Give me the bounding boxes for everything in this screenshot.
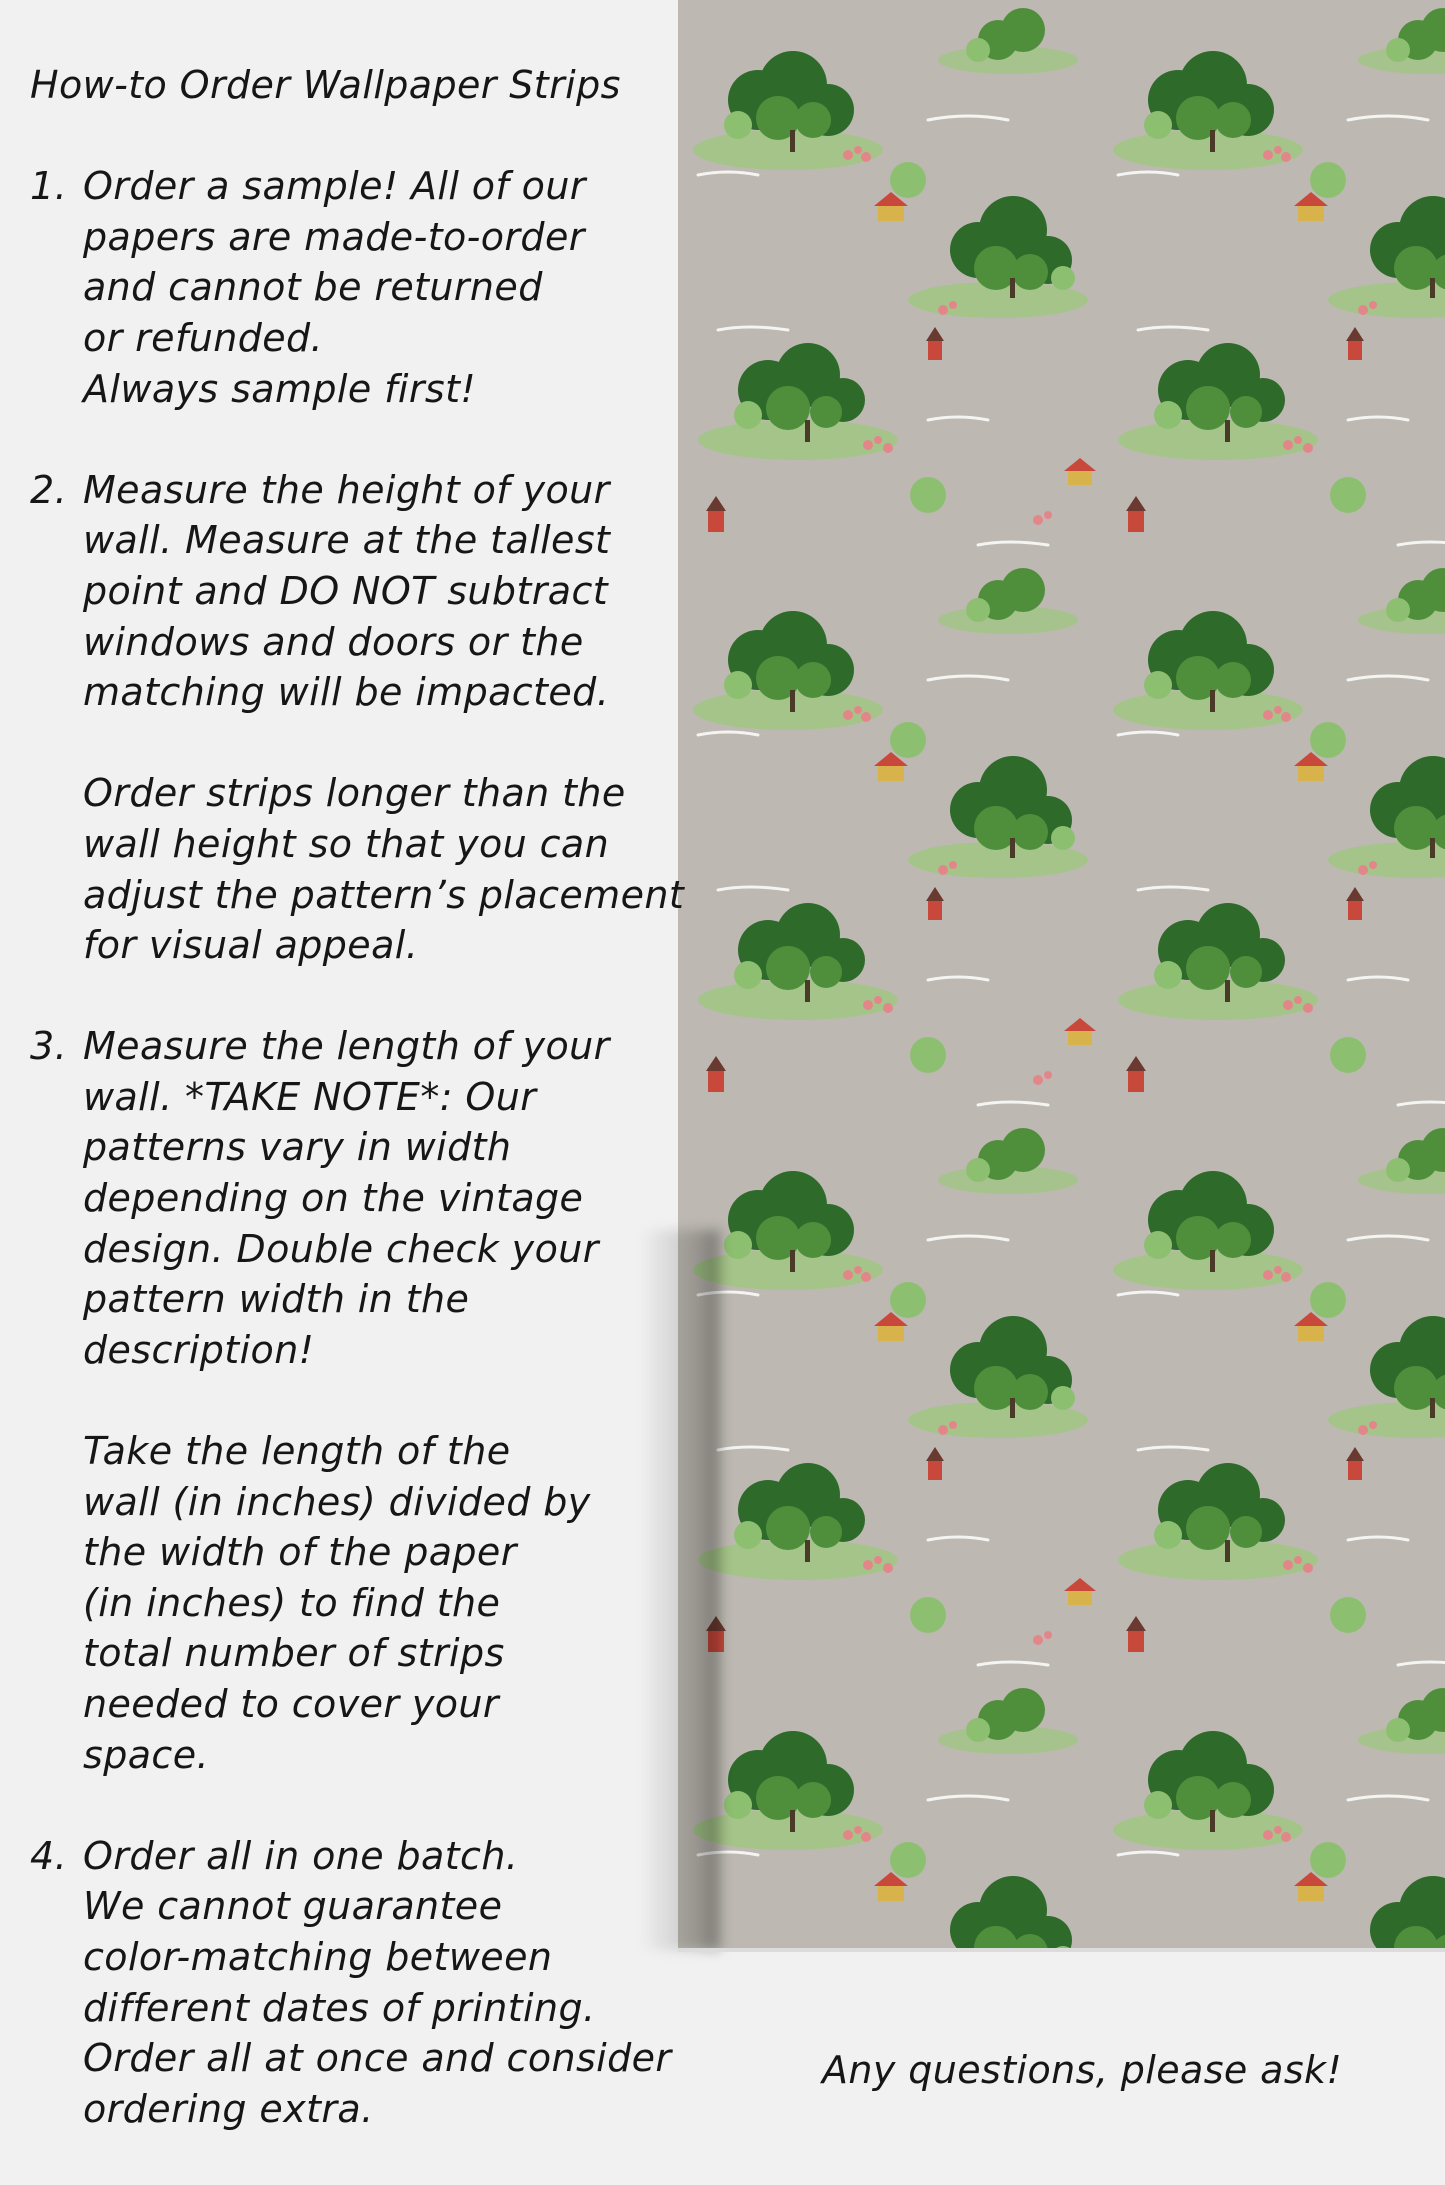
step-text-line: papers are made-to-order <box>83 214 585 259</box>
step-text-line: Take the length of the <box>83 1429 511 1474</box>
step-text-line: and cannot be returned <box>83 265 543 310</box>
page-title: How-to Order Wallpaper Strips <box>30 63 621 107</box>
step-text-line: windows and doors or the <box>83 619 584 664</box>
paragraph-gap <box>83 1375 720 1426</box>
step-text-line: Always sample first! <box>83 366 477 411</box>
step-text-line: wall. Measure at the tallest <box>83 518 611 563</box>
step-text-line: wall. *TAKE NOTE*: Our <box>83 1074 537 1119</box>
instruction-step <box>30 161 720 414</box>
step-number: 1. <box>30 164 68 209</box>
step-text-line: wall height so that you can <box>83 821 610 866</box>
step-text-line: Order all in one batch. <box>83 1833 519 1878</box>
step-text-line: Measure the height of your <box>83 467 610 512</box>
step-text-line: different dates of printing. <box>83 1985 596 2030</box>
step-number: 3. <box>30 1024 68 1069</box>
step-text-line: point and DO NOT subtract <box>83 568 609 613</box>
step-text-line: ordering extra. <box>83 2086 374 2131</box>
step-text-line: wall (in inches) divided by <box>83 1479 591 1524</box>
instructions-panel <box>30 60 720 2185</box>
step-text-line: adjust the pattern’s placement <box>83 872 685 917</box>
step-text-line: for visual appeal. <box>83 923 419 968</box>
wallpaper-fill <box>678 0 1445 1950</box>
step-text-line: Order a sample! All of our <box>83 164 586 209</box>
closing-note: Any questions, please ask! <box>822 2048 1343 2092</box>
toile-pattern <box>678 0 1445 1950</box>
instruction-step <box>30 1021 720 1780</box>
step-text-line: color-matching between <box>83 1934 553 1979</box>
step-text-line: We cannot guarantee <box>83 1884 503 1929</box>
instruction-step <box>30 1831 720 2135</box>
step-text-line: matching will be impacted. <box>83 670 610 715</box>
instruction-step <box>30 465 720 971</box>
step-text-line: total number of strips <box>83 1631 505 1676</box>
step-text-line: design. Double check your <box>83 1226 599 1271</box>
step-text-line: description! <box>83 1327 315 1372</box>
paragraph-gap <box>83 718 720 769</box>
step-text-line: patterns vary in width <box>83 1125 512 1170</box>
step-text-line: or refunded. <box>83 315 323 360</box>
step-text-line: (in inches) to find the <box>83 1580 501 1625</box>
step-text-line: Measure the length of your <box>83 1024 610 1069</box>
step-text-line: needed to cover your <box>83 1682 499 1726</box>
floor-edge <box>678 1948 1445 1952</box>
step-text-line: pattern width in the <box>83 1277 470 1322</box>
step-number: 4. <box>30 1833 68 1878</box>
steps-list <box>30 161 720 2134</box>
wallpaper-strip <box>678 0 1445 1950</box>
step-text-line: Order strips longer than the <box>83 771 626 816</box>
step-number: 2. <box>30 467 68 512</box>
step-text-line: depending on the vintage <box>83 1176 584 1221</box>
step-text-line: the width of the paper <box>83 1530 517 1575</box>
step-text-line: space. <box>83 1732 209 1777</box>
step-text-line: Order all at once and consider <box>83 2036 672 2081</box>
